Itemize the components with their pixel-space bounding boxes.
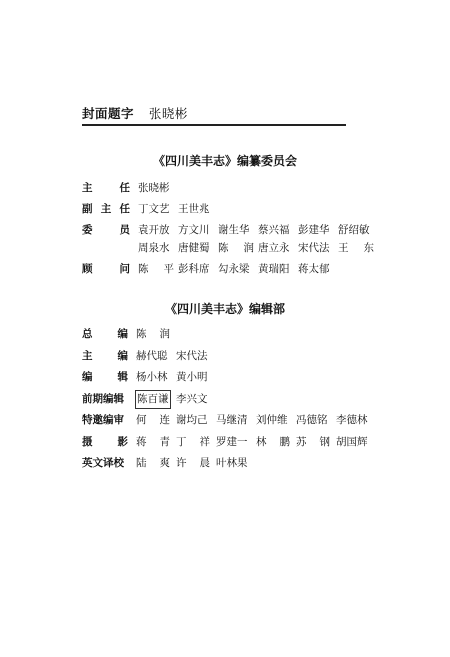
- person-name: 陈 润: [218, 242, 254, 254]
- person-name: 王 东: [338, 242, 374, 254]
- person-name: 方文川: [178, 224, 210, 236]
- role-char: 英文译校: [82, 457, 124, 469]
- role-label: [82, 326, 128, 343]
- role-char: 特邀编审: [82, 414, 124, 426]
- committee-title: 《四川美丰志》编纂委员会: [152, 154, 297, 168]
- person-name: 赫代聪: [136, 349, 168, 362]
- person-name: 陆 爽: [136, 457, 170, 469]
- person-name: 张晓彬: [138, 182, 170, 194]
- role-label: [82, 412, 128, 429]
- person-name: 丁文艺: [138, 203, 170, 215]
- person-name: 蔡兴福: [258, 224, 290, 236]
- person-name: 叶林果: [216, 457, 248, 469]
- role-char: 委: [82, 224, 93, 236]
- person-name: 何 连: [136, 414, 170, 426]
- name-list: [136, 412, 370, 429]
- role-char: 编: [82, 371, 93, 383]
- person-name: 林 鹏: [256, 435, 290, 448]
- role-char: 任: [119, 182, 130, 194]
- person-name: 陈 平: [138, 263, 174, 275]
- role-label: [82, 391, 128, 408]
- role-label: [82, 201, 130, 218]
- name-list: [136, 348, 370, 365]
- role-label: [82, 222, 130, 239]
- credit-row: [82, 455, 370, 472]
- person-name: 陈 润: [136, 328, 170, 340]
- name-list: [136, 369, 370, 386]
- role-char: 主: [100, 203, 112, 215]
- person-name: 谢生华: [218, 224, 250, 236]
- role-char: 任: [119, 203, 130, 215]
- credit-row: [82, 261, 374, 278]
- person-name: 许 晨: [176, 457, 210, 469]
- person-name: 宋代法: [298, 242, 330, 254]
- person-name: 舒绍敏: [338, 224, 370, 236]
- person-name: 罗建一: [216, 435, 248, 448]
- credit-row: [82, 434, 370, 451]
- person-name: 黄小明: [176, 371, 208, 383]
- credit-row: [82, 348, 370, 365]
- person-name: 苏 钢: [296, 435, 330, 448]
- person-name: 李德林: [336, 414, 368, 426]
- cover-inscription-label: 封面题字: [82, 106, 135, 121]
- role-char: 问: [119, 263, 130, 275]
- person-name: 宋代法: [176, 349, 208, 362]
- person-name: 彭科席: [178, 263, 210, 275]
- person-name: 马继清: [216, 414, 248, 426]
- role-char: 辑: [117, 371, 128, 383]
- role-char: 编: [117, 349, 128, 362]
- role-char: 副: [82, 203, 93, 215]
- person-name: 唐健蜀: [178, 242, 210, 254]
- role-label: [82, 261, 130, 278]
- name-list: [136, 391, 370, 408]
- committee-list: [82, 180, 374, 282]
- name-list: [138, 261, 374, 278]
- role-label: [82, 180, 130, 197]
- role-char: 影: [117, 435, 128, 448]
- name-list: [136, 326, 370, 343]
- person-name: 陈百谦: [136, 391, 170, 408]
- person-name: 勾永梁: [218, 263, 250, 275]
- credit-row: [82, 180, 374, 197]
- divider-rule: [82, 124, 346, 126]
- role-label: [82, 369, 128, 386]
- person-name: 冯德铭: [296, 414, 328, 426]
- role-label: [82, 455, 128, 472]
- person-name: 袁开放: [138, 224, 170, 236]
- person-name: 周泉水: [138, 242, 170, 254]
- person-name: 李兴文: [176, 392, 208, 405]
- credit-row: [82, 222, 374, 257]
- credit-row: [82, 412, 370, 429]
- person-name: 黄瑞阳: [258, 263, 290, 275]
- role-char: 前期编辑: [82, 392, 124, 405]
- credit-row: [82, 326, 370, 343]
- role-char: 总: [82, 328, 93, 340]
- credit-row: [82, 369, 370, 386]
- editorial-list: [82, 326, 370, 477]
- cover-inscription: [82, 104, 188, 122]
- name-list: [138, 180, 374, 197]
- person-name: 杨小林: [136, 371, 168, 383]
- role-char: 员: [119, 224, 130, 236]
- name-list: [136, 455, 370, 472]
- name-list: [136, 434, 370, 451]
- role-char: 编: [117, 328, 128, 340]
- person-name: 蒋 青: [136, 435, 170, 448]
- person-name: 刘仲维: [256, 414, 288, 426]
- credit-row: [82, 391, 370, 408]
- editorial-title: 《四川美丰志》编辑部: [164, 302, 285, 316]
- name-list: [138, 222, 374, 257]
- person-name: 胡国辉: [336, 435, 368, 448]
- person-name: 谢均己: [176, 414, 208, 426]
- cover-inscription-name: 张晓彬: [148, 106, 188, 121]
- role-char: 顾: [82, 263, 93, 275]
- person-name: 蒋太郁: [298, 263, 330, 275]
- credit-row: [82, 201, 374, 218]
- person-name: 王世兆: [178, 203, 210, 215]
- person-name: 唐立永: [258, 242, 290, 254]
- role-label: [82, 434, 128, 451]
- role-char: 摄: [82, 435, 93, 448]
- role-label: [82, 348, 128, 365]
- person-name: 丁 祥: [176, 435, 210, 448]
- person-name: 彭建华: [298, 224, 330, 236]
- role-char: 主: [82, 349, 93, 362]
- name-list: [138, 201, 374, 218]
- role-char: 主: [82, 182, 93, 194]
